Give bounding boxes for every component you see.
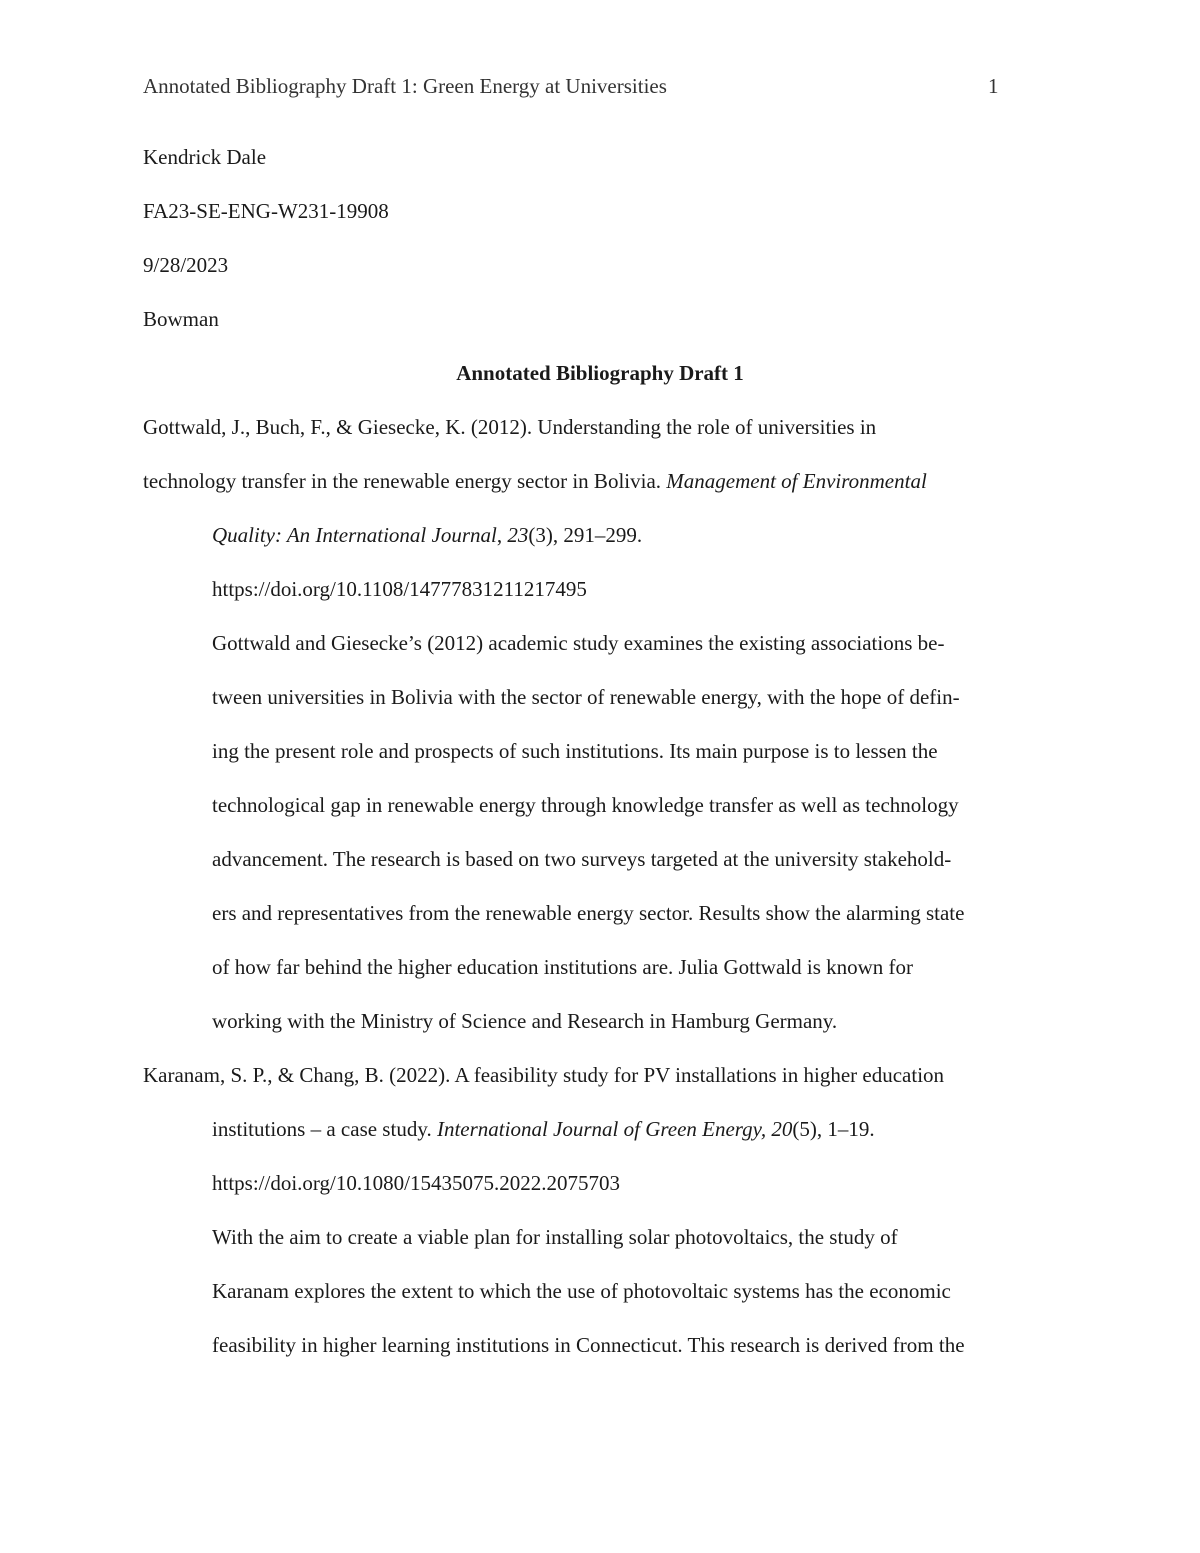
entry-2-annotation-line: feasibility in higher learning institutions in Connecticut. This research is derived from the [212, 1333, 965, 1357]
entry-1-annotation-line: working with the Ministry of Science and Research in Hamburg Germany. [212, 1009, 838, 1033]
author-name: Kendrick Dale [143, 145, 267, 169]
instructor-name: Bowman [143, 307, 219, 331]
entry-2-citation-line-2: institutions – a case study. International Journal of Green Energy, 20(5), 1–19. [212, 1117, 875, 1141]
entry-1-annotation-line: Gottwald and Giesecke’s (2012) academic study examines the existing associations be- [212, 631, 945, 655]
entry-2-annotation-line: Karanam explores the extent to which the use of photovoltaic systems has the economic [212, 1279, 951, 1303]
date: 9/28/2023 [143, 253, 229, 277]
entry-1-annotation-line: tween universities in Bolivia with the sector of renewable energy, with the hope of defin- [212, 685, 960, 709]
entry-1-annotation-line: of how far behind the higher education institutions are. Julia Gottwald is known for [212, 955, 914, 979]
course-code: FA23-SE-ENG-W231-19908 [143, 199, 389, 223]
entry-1-citation-line-2: technology transfer in the renewable energy sector in Bolivia. Management of Environmental [143, 469, 927, 493]
entry-1-citation-line-1: Gottwald, J., Buch, F., & Giesecke, K. (2012). Understanding the role of universities in [143, 415, 877, 439]
page-number: 1 [988, 74, 999, 98]
entry-1-citation-line-3: Quality: An International Journal, 23(3), 291–299. [212, 523, 643, 547]
running-head: Annotated Bibliography Draft 1: Green Energy at Universities [143, 74, 667, 98]
entry-2-doi: https://doi.org/10.1080/15435075.2022.2075703 [212, 1171, 620, 1195]
entry-1-annotation-line: technological gap in renewable energy through knowledge transfer as well as technology [212, 793, 959, 817]
entry-2-citation-line-1: Karanam, S. P., & Chang, B. (2022). A feasibility study for PV installations in higher education [143, 1063, 945, 1087]
entry-1-annotation-line: ing the present role and prospects of such institutions. Its main purpose is to lessen the [212, 739, 938, 763]
document-title: Annotated Bibliography Draft 1 [456, 361, 744, 385]
entry-1-annotation-line: ers and representatives from the renewable energy sector. Results show the alarming state [212, 901, 965, 925]
entry-1-doi: https://doi.org/10.1108/14777831211217495 [212, 577, 587, 601]
entry-1-annotation-line: advancement. The research is based on two surveys targeted at the university stakehold- [212, 847, 952, 871]
entry-2-annotation-line: With the aim to create a viable plan for installing solar photovoltaics, the study of [212, 1225, 898, 1249]
